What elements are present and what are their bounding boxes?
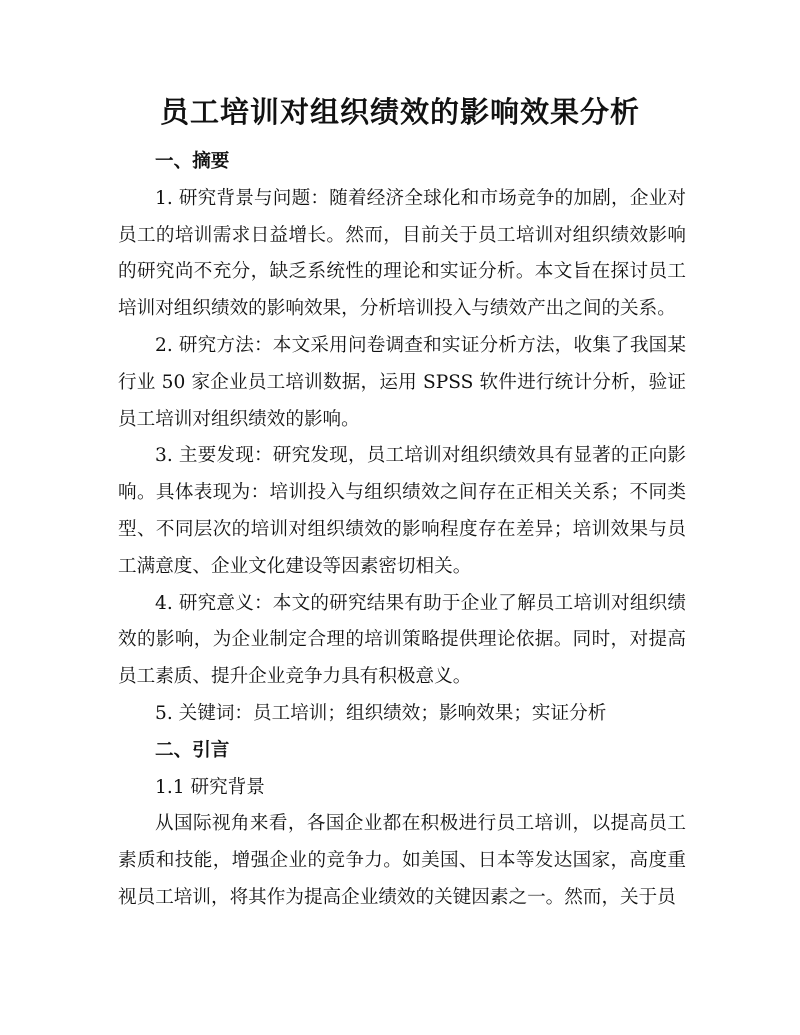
abstract-paragraph-keywords: 5. 关键词：员工培训；组织绩效；影响效果；实证分析 xyxy=(155,702,607,724)
abstract-paragraph-background: 1. 研究背景与问题：随着经济全球化和市场竞争的加剧，企业对员工的培训需求日益增长。然而，目前关于员工培训对组织绩效影响的研究尚不充分，缺乏系统性的理论和实证分析。本文旨在探讨员工培训对组织绩效的影响效果，分析培训投入与绩效产出之间的关系。 xyxy=(118,187,686,320)
section-heading-abstract: 一、摘要 xyxy=(155,151,230,172)
abstract-paragraph-findings: 3. 主要发现：研究发现，员工培训对组织绩效具有显著的正向影响。具体表现为：培训投入与组织绩效之间存在正相关关系；不同类型、不同层次的培训对组织绩效的影响程度存在差异；培训效果与员工满意度、企业文化建设等因素密切相关。 xyxy=(118,445,686,577)
abstract-paragraph-method: 2. 研究方法：本文采用问卷调查和实证分析方法，收集了我国某行业 50 家企业员工培训数据，运用 SPSS 软件进行统计分析，验证员工培训对组织绩效的影响。 xyxy=(118,334,686,430)
introduction-paragraph: 从国际视角来看，各国企业都在积极进行员工培训，以提高员工素质和技能，增强企业的竞争力。如美国、日本等发达国家，高度重视员工培训，将其作为提高企业绩效的关键因素之一。然而，关于员 xyxy=(118,813,686,908)
document-title: 员工培训对组织绩效的影响效果分析 xyxy=(159,95,640,129)
section-heading-introduction: 二、引言 xyxy=(155,739,230,761)
document-body xyxy=(118,144,686,917)
abstract-paragraph-significance: 4. 研究意义：本文的研究结果有助于企业了解员工培训对组织绩效的影响，为企业制定合理的培训策略提供理论依据。同时，对提高员工素质、提升企业竞争力具有积极意义。 xyxy=(118,592,686,688)
subsection-heading-research-background: 1.1 研究背景 xyxy=(155,776,265,798)
